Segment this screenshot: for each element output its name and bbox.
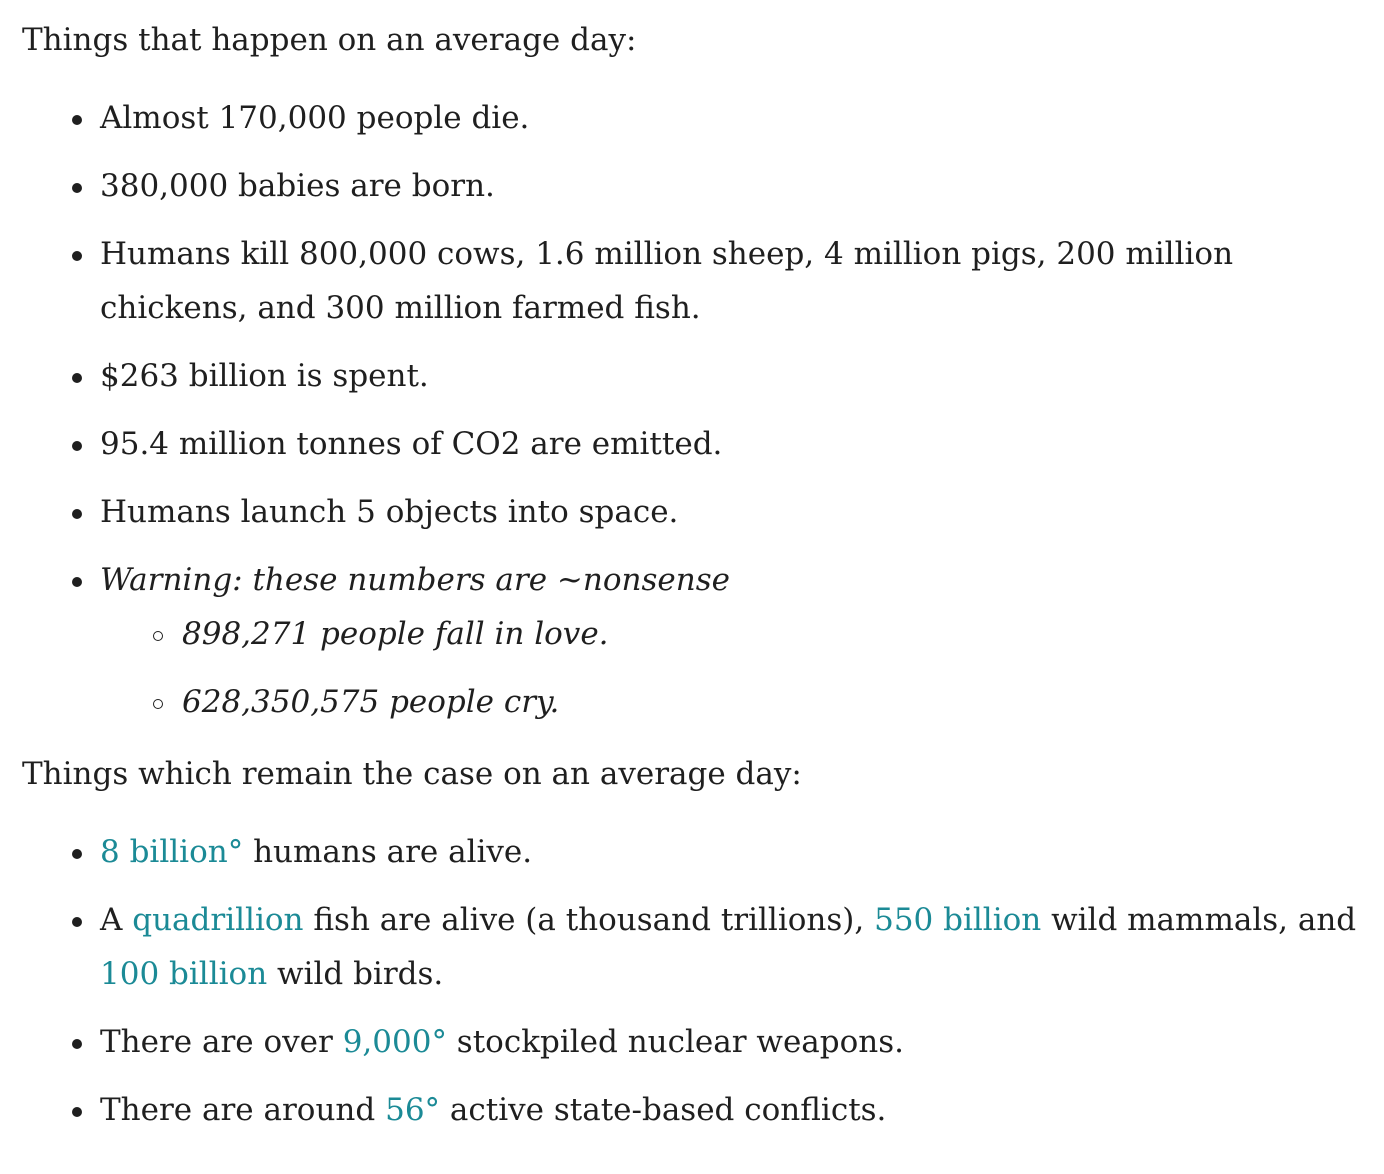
sublist-item: 628,350,575 people cry. [160, 675, 1384, 729]
remain-list [22, 825, 1384, 1137]
item-text: humans are alive. [243, 834, 533, 870]
item-text: wild mammals, and [1041, 902, 1357, 938]
item-text: active state-based conflicts. [440, 1092, 887, 1128]
list-item [78, 893, 1384, 1001]
link-100-billion[interactable]: 100 billion [100, 956, 268, 992]
list-item-warning [78, 553, 1384, 729]
section-heading-remain: Things which remain the case on an average day: [22, 756, 802, 792]
link-550-billion[interactable]: 550 billion [874, 902, 1042, 938]
item-text: wild birds. [267, 956, 444, 992]
list-item: 380,000 babies are born. [78, 159, 1384, 213]
link-quadrillion[interactable]: quadrillion [132, 902, 304, 938]
sublist-item: 898,271 people fall in love. [160, 607, 1384, 661]
list-item [78, 1083, 1384, 1137]
list-item [78, 825, 1384, 879]
warning-label: Warning: these numbers are ~nonsense [100, 562, 730, 598]
item-text: fish are alive (a thousand trillions), [303, 902, 875, 938]
warning-sublist [100, 607, 1384, 729]
list-item: Almost 170,000 people die. [78, 91, 1384, 145]
item-text: There are over [100, 1024, 343, 1060]
item-text: There are around [100, 1092, 386, 1128]
list-item: 95.4 million tonnes of CO2 are emitted. [78, 417, 1384, 471]
list-item: Humans launch 5 objects into space. [78, 485, 1384, 539]
link-56[interactable]: 56° [385, 1092, 441, 1128]
link-9000[interactable]: 9,000° [342, 1024, 447, 1060]
item-text: A [100, 902, 133, 938]
section-heading-happen: Things that happen on an average day: [22, 22, 637, 58]
list-item: $263 billion is spent. [78, 349, 1384, 403]
list-item: Humans kill 800,000 cows, 1.6 million sheep, 4 million pigs, 200 million chickens, and 300 million farmed fish. [78, 227, 1384, 335]
happen-list [22, 91, 1384, 729]
list-item [78, 1015, 1384, 1069]
link-8-billion[interactable]: 8 billion° [100, 834, 244, 870]
item-text: stockpiled nuclear weapons. [446, 1024, 905, 1060]
